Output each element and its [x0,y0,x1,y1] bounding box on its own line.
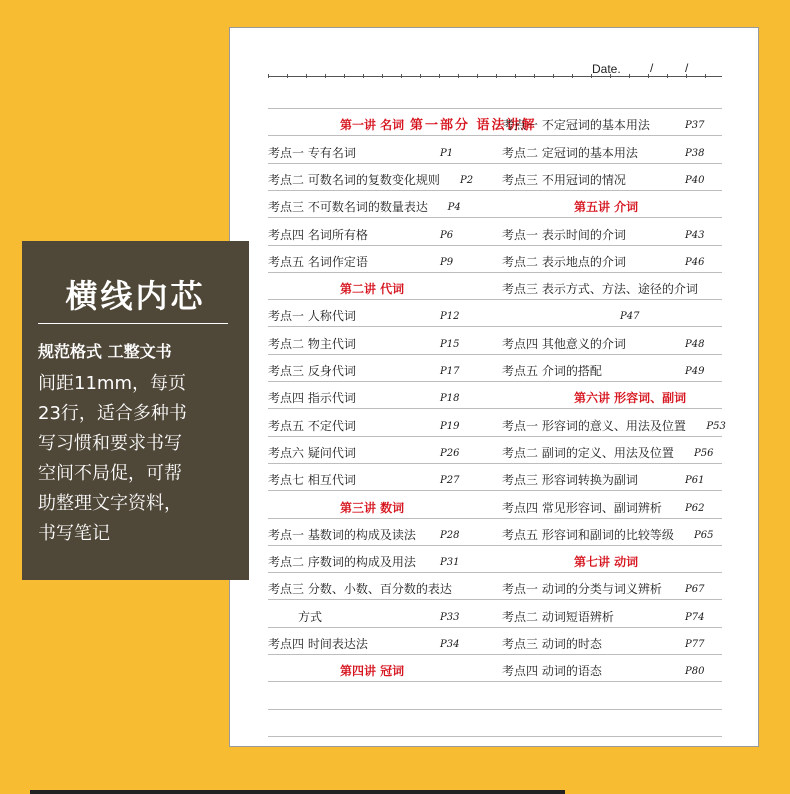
toc-entry [502,364,602,378]
entry-text: 考点六 疑问代词 [268,445,356,460]
ruled-line [268,599,722,600]
ruled-line [268,490,722,491]
page-number: P49 [685,366,705,377]
page-number: P61 [685,475,705,487]
ruled-line [268,245,722,246]
toc-entry [502,255,626,269]
page-number: P38 [685,147,705,159]
toc-entry [268,582,452,596]
ruled-line [268,108,722,109]
entry-text: 考点三 不用冠词的情况 [502,172,626,187]
entry-text: 考点二 物主代词 [268,336,356,351]
toc-entry [502,173,626,187]
entry-text: 考点一 形容词的意义、用法及位置 [502,418,686,433]
ruled-line [268,272,722,273]
date-line-tick [648,74,649,78]
entry-text: 考点四 指示代词 [268,391,356,406]
entry-text: 考点一 不定冠词的基本用法 [502,118,650,133]
page-number: P9 [440,256,454,268]
page-number: P17 [440,366,460,377]
ruled-line [268,709,722,710]
page-number: P77 [685,639,705,650]
feature-info-panel [22,241,249,580]
entry-text: 考点一 基数词的构成及读法 [268,527,416,542]
toc-entry [268,364,356,378]
page-number: P6 [440,229,454,241]
date-line-tick [401,74,402,78]
date-line-tick [306,74,307,78]
description-line: 写习惯和要求书写 [38,433,182,454]
entry-text: 第七讲 动词 [574,555,639,570]
toc-entry [268,146,356,160]
date-line-tick [363,74,364,78]
entry-text: 考点三 反身代词 [268,364,356,378]
feature-description [38,369,238,549]
ruled-line [268,654,722,655]
page-number: P19 [440,420,460,432]
ruled-line [268,299,722,300]
date-slash: / [685,61,689,75]
date-line-tick [420,74,421,78]
description-line: 空间不局促，可帮 [38,463,182,484]
entry-text: 考点三 分数、小数、百分数的表达 [268,582,452,597]
date-slash: / [650,61,654,75]
page-number: P28 [440,529,460,541]
toc-entry [268,473,356,487]
date-line-tick [667,74,668,78]
date-line-tick [496,74,497,78]
toc-entry [268,446,356,460]
chapter-heading [340,118,404,132]
ruled-line [268,135,722,136]
date-line-tick [458,74,459,78]
toc-entry [268,555,416,569]
page-number: P2 [460,174,474,186]
chapter-heading [574,391,686,405]
ruled-line [268,627,722,628]
toc-entry [268,228,368,242]
date-line-tick [287,74,288,78]
entry-text: 第三讲 数词 [340,500,405,515]
toc-entry [502,146,638,160]
entry-text: 考点四 常见形容词、副词辨析 [502,500,662,515]
toc-entry [502,337,626,351]
ruled-line [268,408,722,409]
description-line: 书写笔记 [38,523,110,544]
chapter-heading [340,501,404,515]
toc-entry [502,473,638,487]
entry-text: 第一讲 名词 [340,118,405,133]
page-number: P48 [685,338,705,350]
toc-entry [268,419,356,433]
description-line: 间距11mm，每页 [38,373,186,394]
feature-subtitle: 规范格式 工整文书 [38,342,172,361]
entry-text: 第四讲 冠词 [340,664,405,679]
chapter-heading [574,200,638,214]
entry-text: 考点一 动词的分类与词义辨析 [502,582,662,597]
chapter-heading [574,555,638,569]
page-number: P47 [620,311,640,323]
ruled-line [268,163,722,164]
ruled-line [268,545,722,546]
entry-text: 考点三 表示方式、方法、途径的介词 [502,282,698,297]
date-line-tick [629,74,630,78]
page-title: 第一部分 语法讲解 [410,118,537,133]
page-number: P12 [440,311,460,323]
entry-text: 考点五 形容词和副词的比较等级 [502,527,674,542]
page-number: P37 [685,120,705,132]
entry-text: 考点七 相互代词 [268,473,356,488]
entry-text: 考点二 可数名词的复数变化规则 [268,172,440,187]
ruled-line [268,190,722,191]
toc-entry [268,255,368,269]
entry-text: 考点二 副词的定义、用法及位置 [502,445,674,460]
title-divider [38,323,228,324]
entry-text: 考点一 人称代词 [268,309,356,324]
date-line-tick [534,74,535,78]
toc-entry [268,637,368,651]
toc-entry [298,610,322,624]
entry-text: 考点二 动词短语辨析 [502,609,614,624]
toc-entry [268,337,356,351]
toc-entry [502,118,650,132]
entry-text: 考点三 动词的时态 [502,637,602,651]
ruled-line [268,436,722,437]
date-line-tick [268,74,269,78]
page-number: P56 [694,447,714,459]
date-label: Date. [592,62,621,76]
toc-entry [502,419,686,433]
toc-entry [502,664,602,678]
chapter-heading [340,664,404,678]
entry-text: 第五讲 介词 [574,200,639,215]
ruled-line [268,572,722,573]
page-number: P74 [685,611,705,623]
entry-text: 第六讲 形容词、副词 [574,391,687,406]
description-line: 助整理文字资料， [38,493,182,514]
entry-text: 考点四 动词的语态 [502,664,602,679]
page-number: P15 [440,338,460,350]
ruled-line [268,736,722,737]
toc-entry [502,501,662,515]
toc-entry [502,282,698,296]
page-number: P4 [447,202,461,214]
entry-text: 考点五 名词作定语 [268,254,368,269]
date-header-line [268,76,722,77]
page-number: P26 [440,447,460,459]
date-line-tick [572,74,573,78]
ruled-line [268,381,722,382]
feature-title: 横线内芯 [65,277,206,315]
toc-entry [502,446,674,460]
page-number: P53 [706,420,726,432]
toc-entry [268,391,356,405]
entry-text: 第二讲 代词 [340,282,405,297]
date-line-tick [439,74,440,78]
toc-entry [502,582,662,596]
date-line-tick [382,74,383,78]
entry-text: 考点四 其他意义的介词 [502,336,626,351]
entry-text: 考点二 定冠词的基本用法 [502,145,638,160]
entry-text: 考点二 序数词的构成及用法 [268,555,416,570]
date-line-tick [477,74,478,78]
entry-text: 考点五 介词的搭配 [502,364,602,378]
toc-entry [502,228,626,242]
toc-entry [268,173,440,187]
page-number: P62 [685,502,705,514]
date-line-tick [553,74,554,78]
ruled-line [268,217,722,218]
chapter-heading [340,282,404,296]
page-number: P46 [685,256,705,268]
entry-text: 考点三 不可数名词的数量表达 [268,200,428,215]
toc-entry [268,528,416,542]
ruled-line [268,354,722,355]
toc-entry [268,309,356,323]
page-number: P67 [685,584,705,596]
entry-text: 考点四 时间表达法 [268,637,368,651]
page-number: P65 [694,529,714,541]
entry-text: 考点二 表示地点的介词 [502,254,626,269]
date-line-tick [705,74,706,78]
toc-entry [502,528,674,542]
entry-text: 考点一 专有名词 [268,145,356,160]
entry-text: 考点一 表示时间的介词 [502,227,626,242]
ruled-line [268,326,722,327]
page-number: P31 [440,557,460,569]
description-line: 23行，适合多种书 [38,403,187,424]
page-number: P80 [685,666,705,678]
ruled-line [268,463,722,464]
page-number: P33 [440,611,460,623]
page-number: P27 [440,475,460,487]
page-number: P40 [685,174,705,186]
entry-text: 方式 [298,609,323,624]
date-line-tick [515,74,516,78]
notebook-page [229,27,759,747]
page-number: P43 [685,229,705,241]
toc-entry [268,200,428,214]
page-number: P1 [440,147,454,159]
toc-entry [502,637,602,651]
entry-text: 考点三 形容词转换为副词 [502,473,638,488]
date-line-tick [344,74,345,78]
toc-entry [502,610,614,624]
ruled-line [268,518,722,519]
entry-text: 考点五 不定代词 [268,418,356,433]
page-number: P34 [440,639,460,650]
ruled-line [268,681,722,682]
entry-text: 考点四 名词所有格 [268,227,368,242]
page-number: P18 [440,393,460,405]
date-line-tick [325,74,326,78]
bottom-edge-line [30,790,565,794]
